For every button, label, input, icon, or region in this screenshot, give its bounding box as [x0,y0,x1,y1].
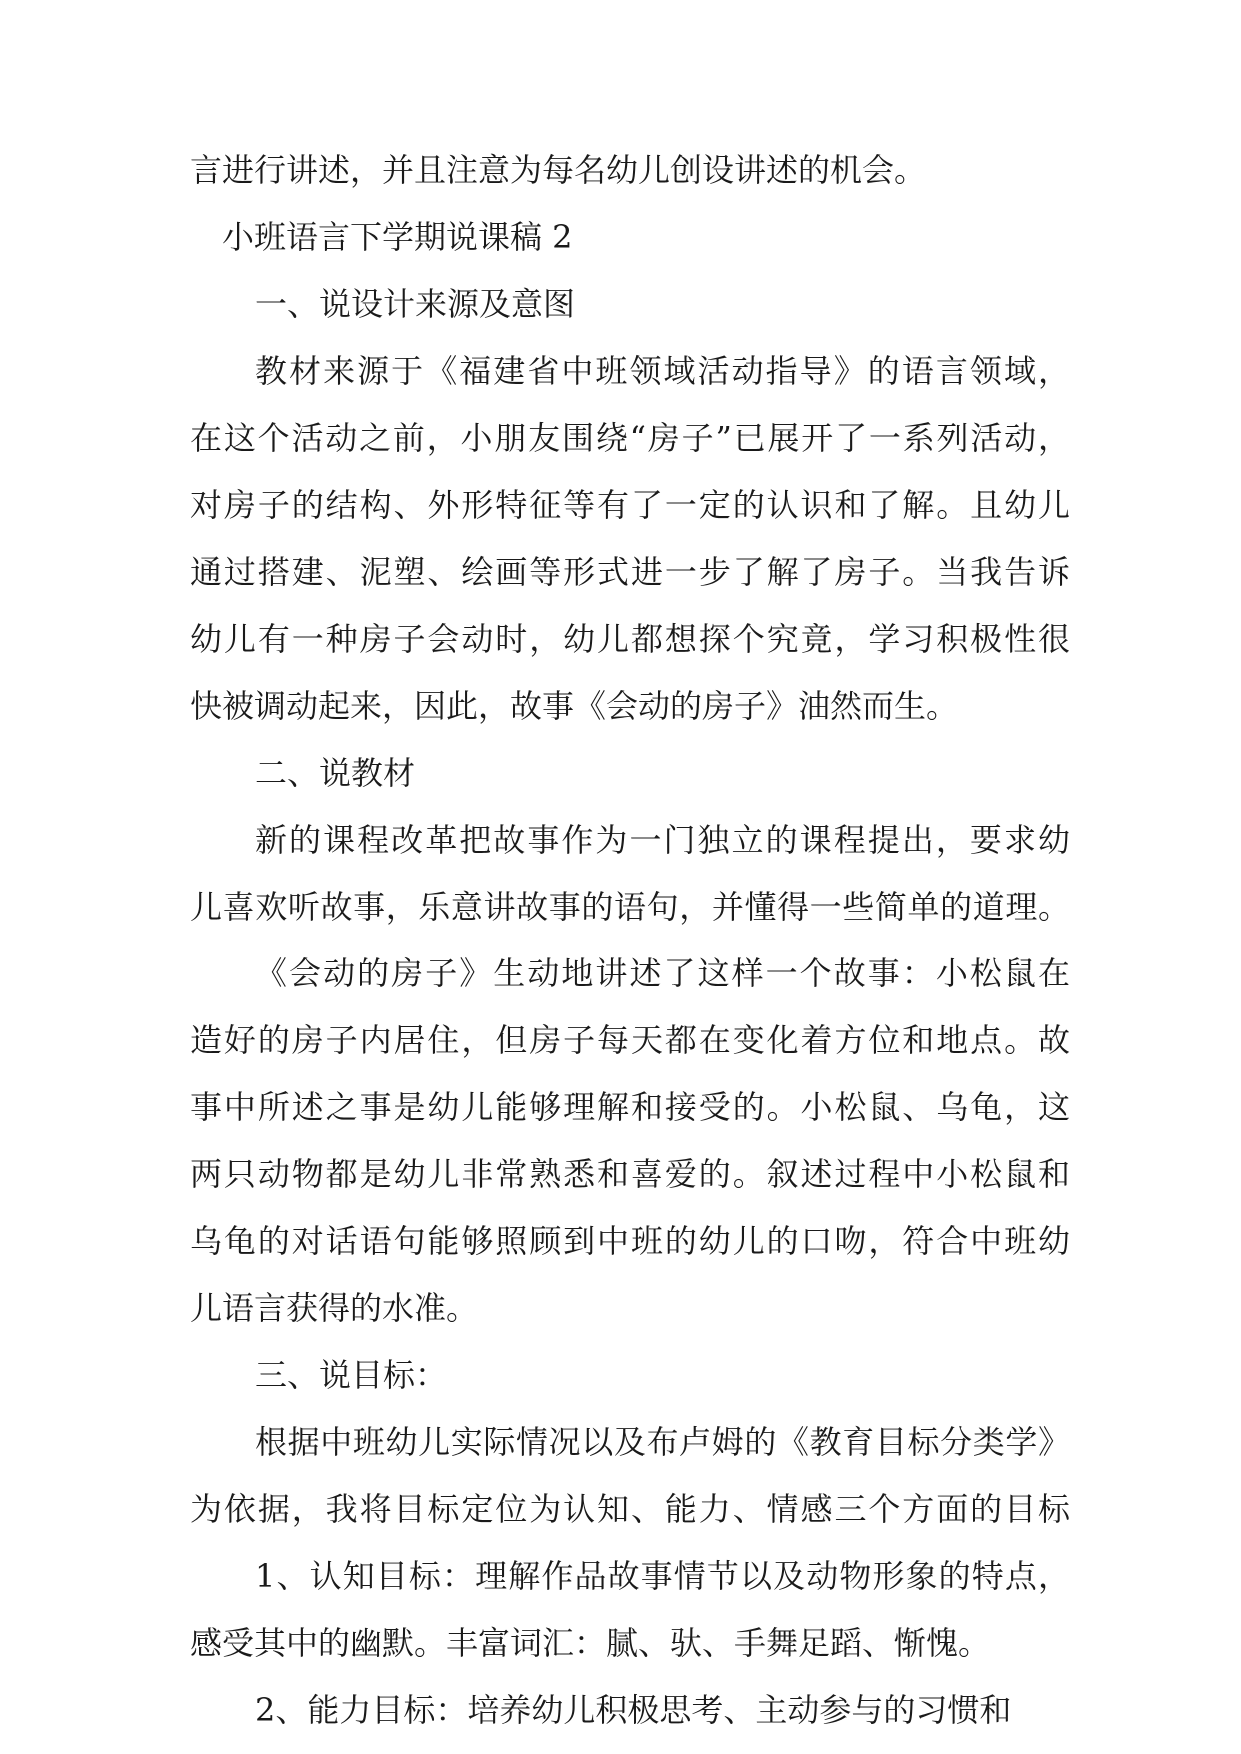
section-title: 小班语言下学期说课稿 2 [222,218,573,256]
paragraph-line: 儿语言获得的水准。 [190,1289,479,1327]
paragraph-line: 教材来源于《福建省中班领域活动指导》的语言领域， [255,352,1070,390]
paragraph-line: 通过搭建、泥塑、绘画等形式进一步了解了房子。当我告诉 [190,553,1070,591]
paragraph-line: 事中所述之事是幼儿能够理解和接受的。小松鼠、乌龟，这 [190,1088,1070,1126]
paragraph-line: 根据中班幼儿实际情况以及布卢姆的《教育目标分类学》 [255,1423,1070,1461]
paragraph-line: 对房子的结构、外形特征等有了一定的认识和了解。且幼儿 [190,486,1070,524]
paragraph-line: 2、能力目标：培养幼儿积极思考、主动参与的习惯和 [255,1691,1012,1729]
paragraph-line: 幼儿有一种房子会动时，幼儿都想探个究竟，学习积极性很 [190,620,1070,658]
paragraph-line: 两只动物都是幼儿非常熟悉和喜爱的。叙述过程中小松鼠和 [190,1155,1070,1193]
paragraph-line: 在这个活动之前，小朋友围绕“房子”已展开了一系列活动， [190,419,1070,457]
paragraph-line: 《会动的房子》生动地讲述了这样一个故事：小松鼠在 [255,954,1070,992]
paragraph-line: 快被调动起来，因此，故事《会动的房子》油然而生。 [190,687,959,725]
section-heading: 二、说教材 [255,754,416,792]
paragraph-line: 为依据，我将目标定位为认知、能力、情感三个方面的目标 [190,1490,1070,1528]
section-heading: 一、说设计来源及意图 [255,285,576,323]
paragraph-line: 感受其中的幽默。丰富词汇：腻、驮、手舞足蹈、惭愧。 [190,1624,991,1662]
section-heading: 三、说目标： [255,1356,448,1394]
paragraph-line: 1、认知目标：理解作品故事情节以及动物形象的特点， [255,1557,1070,1595]
paragraph-line: 新的课程改革把故事作为一门独立的课程提出，要求幼 [255,821,1070,859]
paragraph-line: 言进行讲述，并且注意为每名幼儿创设讲述的机会。 [190,151,927,189]
paragraph-line: 造好的房子内居住，但房子每天都在变化着方位和地点。故 [190,1021,1070,1059]
paragraph-line: 乌龟的对话语句能够照顾到中班的幼儿的口吻，符合中班幼 [190,1222,1070,1260]
paragraph-line: 儿喜欢听故事，乐意讲故事的语句，并懂得一些简单的道理。 [190,888,1070,926]
